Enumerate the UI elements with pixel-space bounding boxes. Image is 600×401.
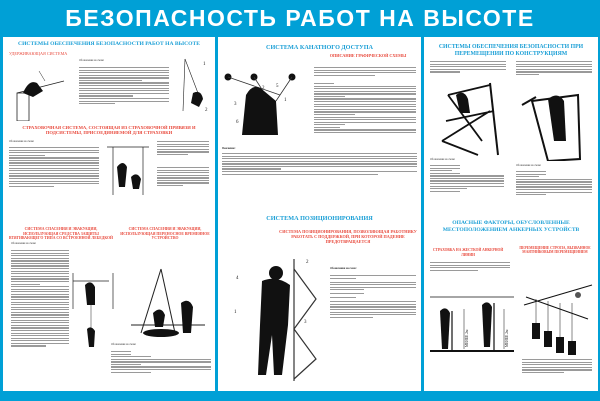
note-title: Пояснение: bbox=[222, 147, 236, 150]
legend-ladder-title: Обозначения на схеме: bbox=[516, 164, 542, 167]
subheading-rescue-winch: СИСТЕМА СПАСЕНИЯ И ЭВАКУАЦИИ, ИСПОЛЬЗУЮЩАЯ СРЕДСТВА ЗАЩИТЫ ВТЯГИВАЮЩЕГО ТИПА СО ВСТРОЕННОЙ ЛЕБЕДКОЙ bbox=[9, 227, 113, 241]
legend-ladder-text bbox=[516, 171, 592, 195]
heading-rope-access: СИСТЕМА КАНАТНОГО ДОСТУПА bbox=[265, 44, 373, 51]
height-label: МЕНЕЕ 2м bbox=[505, 329, 509, 347]
pendulum-text bbox=[522, 359, 592, 373]
panel-rope-access bbox=[218, 37, 421, 391]
figure-label: 1 bbox=[234, 310, 237, 315]
subheading-fall-arrest: СТРАХОВОЧНАЯ СИСТЕМА, СОСТОЯЩАЯ ИЗ СТРАХОВОЧНОЙ ПРИВЯЗИ И ПОДСИСТЕМЫ, ПРИСОЕДИНЯЕМОЙ ДЛЯ СТРАХОВКИ bbox=[22, 125, 196, 136]
note-text bbox=[222, 153, 417, 170]
legend-tripod-text bbox=[111, 351, 211, 373]
rigid-anchor-text bbox=[430, 262, 510, 271]
structures-text-left bbox=[430, 61, 506, 73]
climbing-ladder-illustration bbox=[518, 81, 588, 161]
panel-safety-systems bbox=[3, 37, 215, 391]
figure-label: 4 bbox=[236, 276, 239, 281]
fall-arrest-illustration bbox=[173, 55, 213, 117]
structures-text-right bbox=[516, 61, 592, 75]
legend-tripod-title: Обозначения на схеме: bbox=[111, 343, 137, 346]
figure-label: 5 bbox=[276, 84, 279, 89]
climbing-structure-illustration bbox=[438, 81, 504, 157]
poster-title: БЕЗОПАСНОСТЬ РАБОТ НА ВЫСОТЕ bbox=[65, 5, 535, 31]
figure-label: 1 bbox=[203, 62, 206, 67]
legend-rescue-text bbox=[11, 250, 69, 347]
rescue-tripod-illustration bbox=[131, 263, 209, 343]
legend-fall-arrest-text bbox=[9, 147, 99, 187]
legend-restraint-title: Обозначения на схеме: bbox=[79, 59, 105, 62]
height-label: МЕНЕЕ 2м bbox=[465, 329, 469, 347]
restraint-illustration bbox=[9, 59, 69, 121]
subheading-positioning: СИСТЕМА ПОЗИЦИОНИРОВАНИЯ, ПОЗВОЛЯЮЩАЯ РАБОТНИКУ РАБОТАТЬ С ПОДДЕРЖКОЙ, ПРИ КОТОРОЙ ПАДЕНИЕ ПРЕДОТВРАЩАЕТСЯ bbox=[279, 229, 417, 244]
legend-structures-text bbox=[430, 165, 504, 192]
figure-label: 2 bbox=[205, 108, 208, 113]
figure-label: 2 bbox=[306, 260, 309, 265]
pendulum-illustration bbox=[522, 283, 594, 357]
figure-label: 2 bbox=[262, 86, 265, 91]
figure-label: 6 bbox=[236, 120, 239, 125]
heading-hazards: ОПАСНЫЕ ФАКТОРЫ, ОБУСЛОВЛЕННЫЕ МЕСТОПОЛОЖЕНИЕМ АНКЕРНЫХ УСТРОЙСТВ bbox=[442, 220, 580, 233]
heading-structures: СИСТЕМЫ ОБЕСПЕЧЕНИЯ БЕЗОПАСНОСТИ ПРИ ПЕРЕМЕЩЕНИИ ПО КОНСТРУКЦИЯМ bbox=[438, 44, 584, 57]
rope-access-description bbox=[314, 67, 416, 76]
legend-side-note bbox=[157, 141, 209, 155]
rigid-anchor-illustration bbox=[430, 295, 514, 355]
subheading-restraint: УДЕРЖИВАЮЩАЯ СИСТЕМА bbox=[9, 51, 68, 56]
legend-positioning-text bbox=[330, 275, 416, 318]
legend-positioning-title: Обозначения на схеме: bbox=[330, 267, 357, 270]
figure-label: 3 bbox=[304, 320, 307, 325]
subheading-rigid-anchor: СТРАХОВКА НА ЖЕСТКОЙ АНКЕРНОЙ ЛИНИИ bbox=[432, 248, 504, 258]
rope-access-legend bbox=[314, 83, 416, 133]
fall-arrest-scheme-illustration bbox=[103, 137, 153, 197]
subheading-rescue-portable: СИСТЕМА СПАСЕНИЯ И ЭВАКУАЦИИ, ИСПОЛЬЗУЮЩАЯ ПЕРЕНОСНОЕ ВРЕМЕННОЕ УСТРОЙСТВО bbox=[120, 227, 210, 241]
positioning-illustration bbox=[232, 249, 322, 384]
note-text-2 bbox=[222, 171, 417, 175]
subheading-pendulum: ПЕРЕМЕЩЕНИЕ СТРОПА, ВЫЗВАННОЕ МАЯТНИКОВЫМ ПЕРЕМЕЩЕНИЕМ bbox=[519, 246, 591, 255]
legend-side-note-2 bbox=[157, 167, 209, 186]
rope-access-illustration bbox=[222, 65, 302, 135]
panel-structures bbox=[424, 37, 598, 391]
heading-safety-systems: СИСТЕМЫ ОБЕСПЕЧЕНИЯ БЕЗОПАСНОСТИ РАБОТ НА ВЫСОТЕ bbox=[18, 41, 200, 47]
legend-restraint-text bbox=[79, 67, 169, 104]
legend-fall-arrest-title: Обозначения на схеме: bbox=[9, 140, 35, 143]
figure-label: 1 bbox=[284, 98, 287, 103]
legend-structures-title: Обозначения на схеме: bbox=[430, 158, 456, 161]
subheading-scheme-description: ОПИСАНИЕ ГРАФИЧЕСКОЙ СХЕМЫ bbox=[329, 53, 407, 58]
legend-rescue-title: Обозначения на схеме: bbox=[11, 242, 37, 245]
figure-label: 3 bbox=[234, 102, 237, 107]
heading-positioning: СИСТЕМА ПОЗИЦИОНИРОВАНИЯ bbox=[266, 215, 373, 222]
